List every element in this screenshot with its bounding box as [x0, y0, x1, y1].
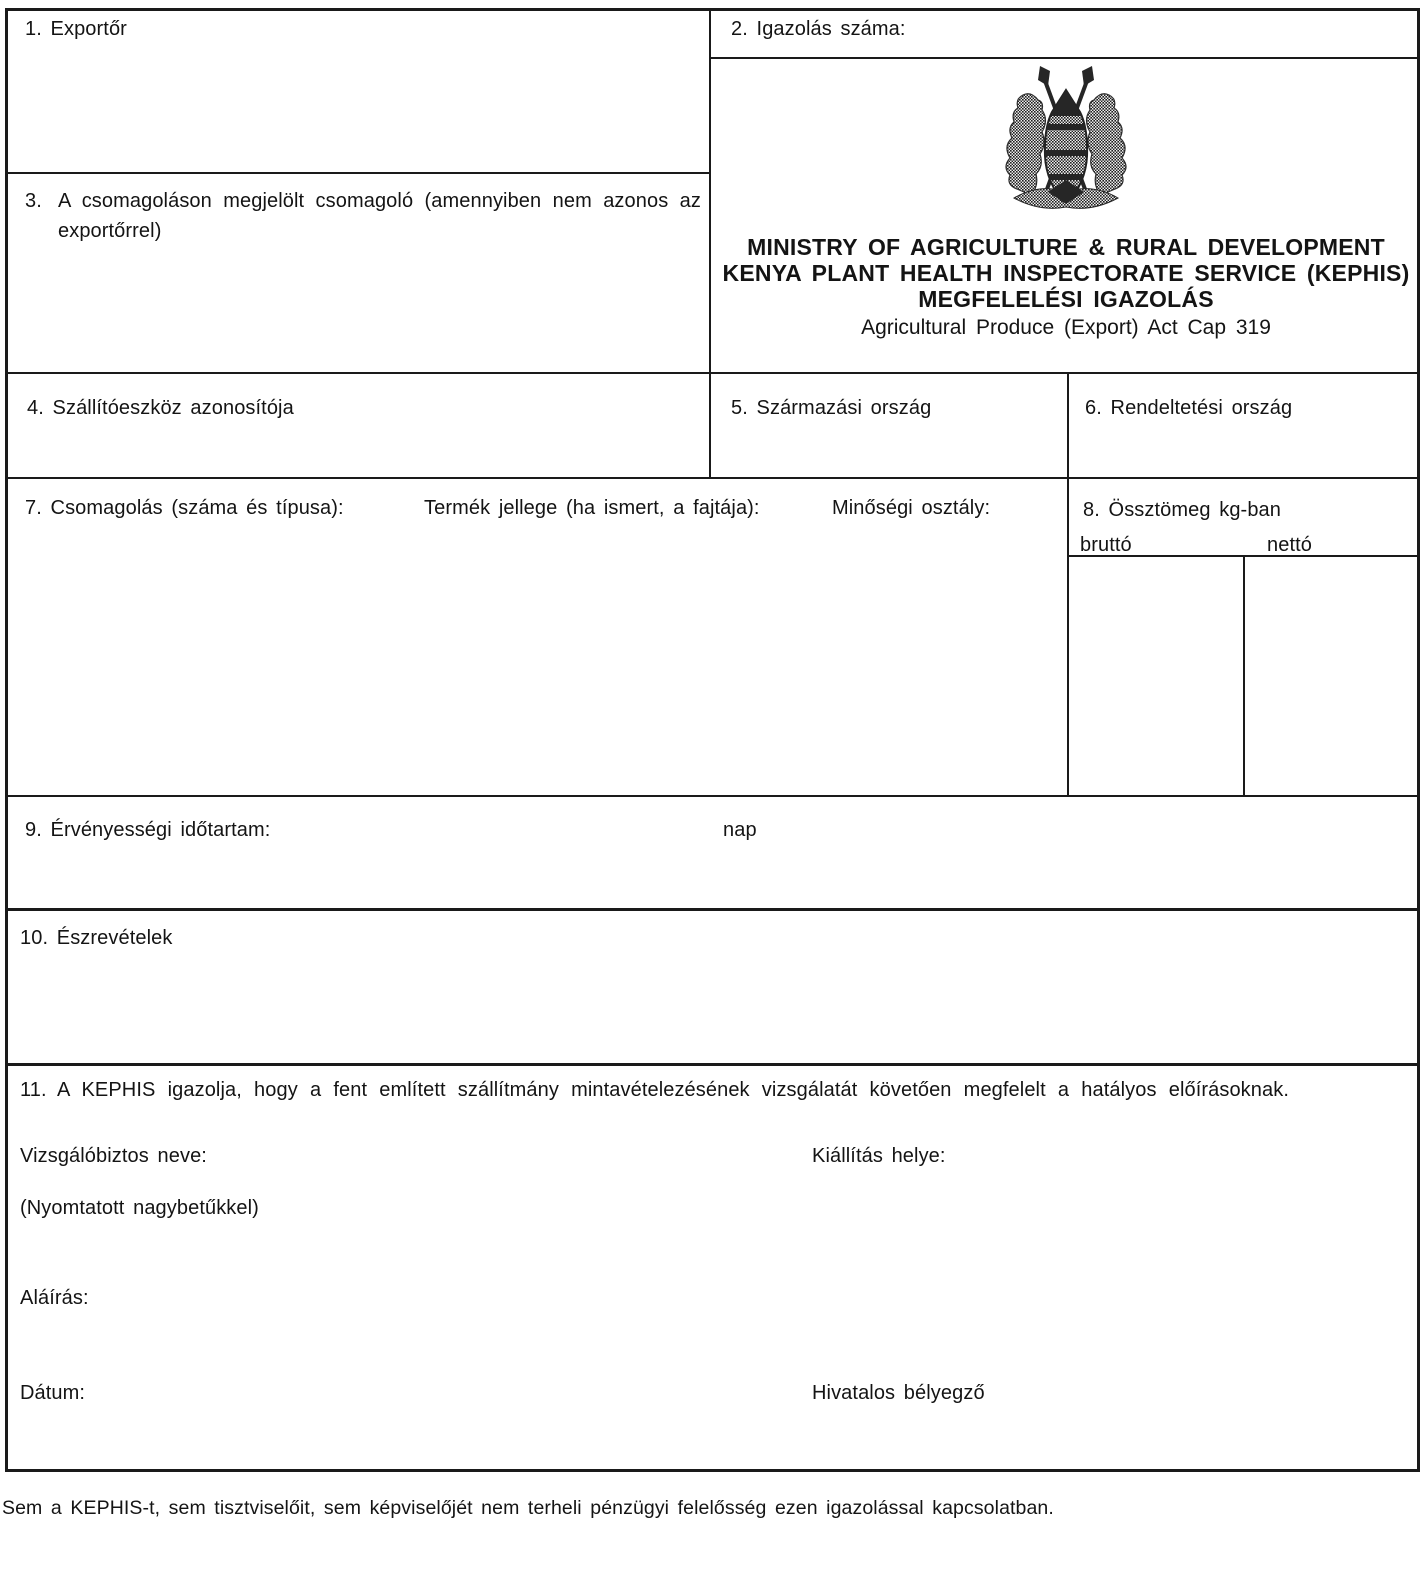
kephis-title: KENYA PLANT HEALTH INSPECTORATE SERVICE (KEPHIS) [722, 260, 1410, 286]
act-subtitle: Agricultural Produce (Export) Act Cap 319 [861, 316, 1271, 339]
packer-label-text: A csomagoláson megjelölt csomagoló (amennyiben nem azonos az exportőrrel) [58, 190, 701, 242]
date-label: Dátum: [20, 1382, 86, 1404]
block-capitals-note: (Nyomtatott nagybetűkkel) [20, 1197, 259, 1219]
produce-nature-label: Termék jellege (ha ismert, a fajtája): [424, 497, 760, 519]
exporter-label: 1. Exportőr [25, 18, 127, 40]
divider-row9-bottom [5, 908, 1419, 911]
net-label: nettó [1267, 534, 1312, 556]
official-stamp-label: Hivatalos bélyegző [812, 1382, 985, 1404]
certification-statement-text: A KEPHIS igazolja, hogy a fent említett szállítmány mintavételezésének vizsgálatát követően megfelelt a hatályos előírásoknak. [57, 1079, 1289, 1101]
place-of-issue-label: Kiállítás helye: [812, 1145, 946, 1167]
validity-period-label: 9. Érvényességi időtartam: [25, 819, 271, 841]
remarks-label: 10. Észrevételek [20, 927, 173, 949]
divider-col-5-6 [1067, 372, 1069, 795]
divider-row4-top [5, 372, 1419, 374]
kenya-coat-of-arms-icon [986, 66, 1146, 212]
destination-country-label: 6. Rendeltetési ország [1085, 397, 1293, 419]
packaging-label: 7. Csomagolás (száma és típusa): [25, 497, 344, 519]
certificate-title: MEGFELELÉSI IGAZOLÁS [918, 286, 1214, 312]
outer-border-left [5, 8, 8, 1472]
outer-border-bottom [5, 1469, 1419, 1472]
gross-label: bruttó [1080, 534, 1132, 556]
divider-box1-bottom [5, 172, 711, 174]
divider-row7-bottom [5, 795, 1419, 797]
total-weight-label: 8. Össztömeg kg-ban [1083, 499, 1281, 521]
ministry-title: MINISTRY OF AGRICULTURE & RURAL DEVELOPMENT [747, 234, 1385, 260]
quality-class-label: Minőségi osztály: [832, 497, 991, 519]
divider-row4-bottom [5, 477, 1419, 479]
transport-id-label: 4. Szállítóeszköz azonosítója [27, 397, 294, 419]
certification-statement [20, 1078, 1412, 1102]
origin-country-label: 5. Származási ország [731, 397, 932, 419]
divider-gross-net [1243, 555, 1245, 795]
liability-disclaimer: Sem a KEPHIS-t, sem tisztviselőit, sem képviselőjét nem terheli pénzügyi felelősség ezen igazolással kapcsolatban. [2, 1497, 1054, 1519]
divider-main-vertical [709, 8, 711, 477]
divider-box2-bottom [709, 57, 1419, 59]
packer-label [25, 186, 701, 246]
outer-border-top [5, 8, 1419, 11]
certificate-number-label: 2. Igazolás száma: [731, 18, 906, 40]
outer-border-right [1417, 8, 1420, 1472]
divider-row10-bottom [5, 1063, 1419, 1066]
signature-label: Aláírás: [20, 1287, 89, 1309]
days-unit-label: nap [723, 819, 757, 841]
inspector-name-label: Vizsgálóbiztos neve: [20, 1145, 207, 1167]
certification-statement-number: 11. [20, 1079, 47, 1101]
header-title-block [713, 234, 1419, 312]
packer-label-number: 3. [25, 190, 42, 212]
